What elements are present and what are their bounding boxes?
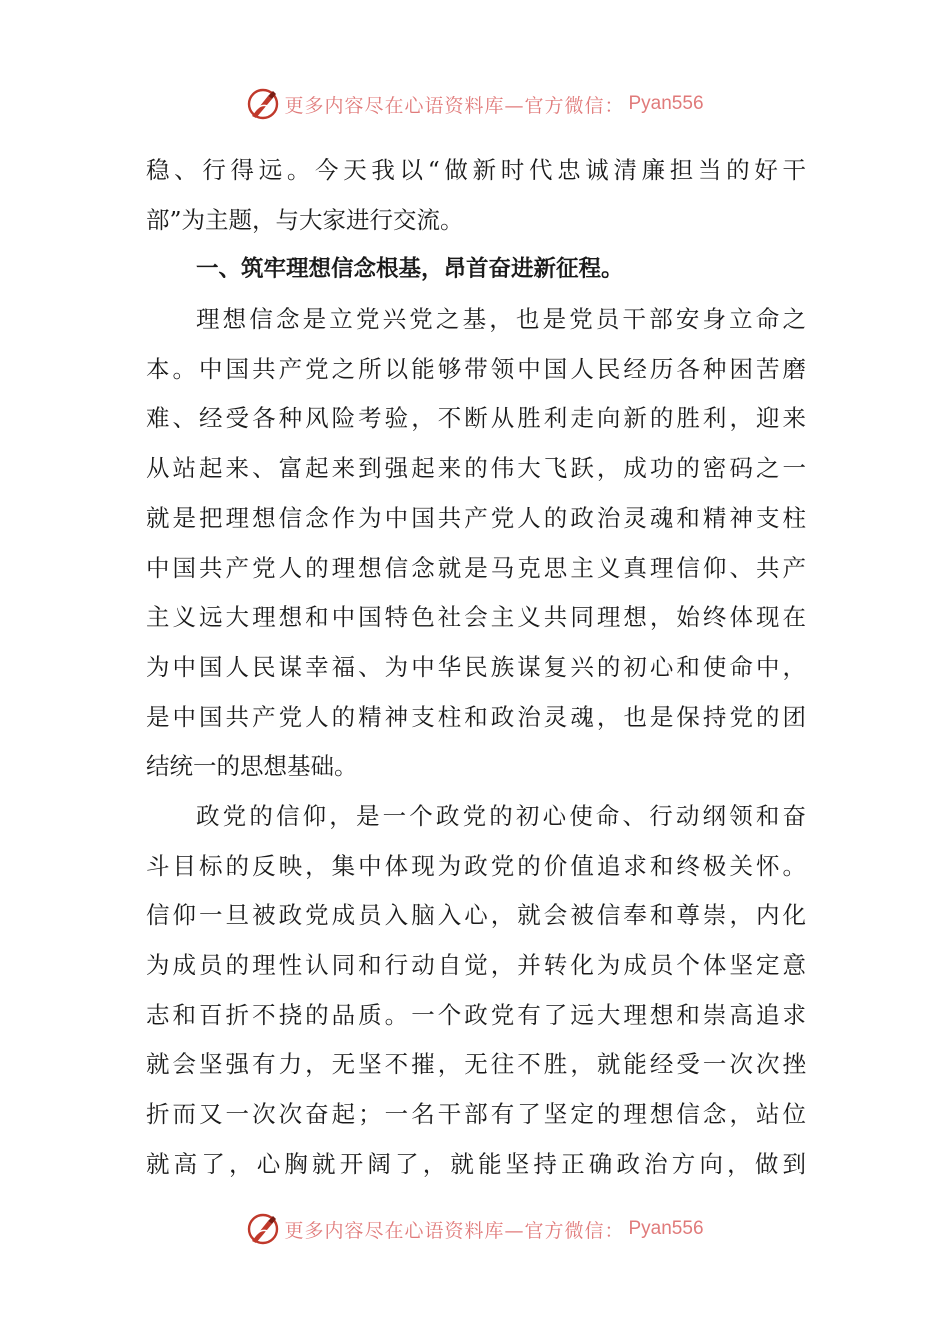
text-line: 为中国人民谋幸福、为中华民族谋复兴的初心和使命中，	[146, 652, 806, 681]
pen-logo-icon	[246, 87, 280, 121]
text-line: 从站起来、富起来到强起来的伟大飞跃，成功的密码之一	[146, 454, 806, 483]
watermark-header	[0, 84, 950, 124]
text-line: 为成员的理性认同和行动自觉，并转化为成员个体坚定意	[146, 951, 806, 979]
text-line: 中国共产党人的理想信念就是马克思主义真理信仰、共产	[146, 553, 806, 582]
watermark-wechat-id: Pyan556	[628, 1218, 704, 1239]
watermark-wechat-id: Pyan556	[628, 93, 704, 114]
text-line: 就会坚强有力，无坚不摧，无往不胜，就能经受一次次挫	[146, 1050, 806, 1079]
text-line: 政党的信仰，是一个政党的初心使命、行动纲领和奋	[196, 801, 806, 830]
watermark-text: 更多内容尽在心语资料库—官方微信：	[284, 94, 625, 117]
text-line: 主义远大理想和中国特色社会主义共同理想，始终体现在	[146, 603, 806, 632]
text-line: 稳、行得远。今天我以“做新时代忠诚清廉担当的好干	[146, 156, 806, 184]
section-heading: 一、筑牢理想信念根基，昂首奋进新征程。	[196, 256, 624, 283]
text-line: 部”为主题，与大家进行交流。	[146, 205, 464, 234]
document-body	[146, 146, 806, 1189]
pen-logo-icon	[246, 1212, 280, 1246]
text-line: 志和百折不挠的品质。一个政党有了远大理想和崇高追求	[146, 1000, 806, 1029]
watermark-text: 更多内容尽在心语资料库—官方微信：	[284, 1219, 625, 1242]
text-line: 理想信念是立党兴党之基，也是党员干部安身立命之	[196, 305, 806, 334]
text-line: 是中国共产党人的精神支柱和政治灵魂，也是保持党的团	[146, 702, 806, 731]
text-line: 本。中国共产党之所以能够带领中国人民经历各种困苦磨	[146, 354, 806, 383]
text-line: 就是把理想信念作为中国共产党人的政治灵魂和精神支柱	[146, 503, 806, 532]
text-line: 难、经受各种风险考验，不断从胜利走向新的胜利，迎来	[146, 404, 806, 433]
text-line: 折而又一次次奋起；一名干部有了坚定的理想信念，站位	[146, 1100, 806, 1129]
text-line: 结统一的思想基础。	[146, 752, 358, 781]
text-line: 信仰一旦被政党成员入脑入心，就会被信奉和尊崇，内化	[146, 901, 806, 930]
watermark-footer	[0, 1209, 950, 1249]
text-line: 斗目标的反映，集中体现为政党的价值追求和终极关怀。	[146, 851, 806, 880]
text-line: 就高了，心胸就开阔了，就能坚持正确政治方向，做到	[146, 1149, 806, 1178]
